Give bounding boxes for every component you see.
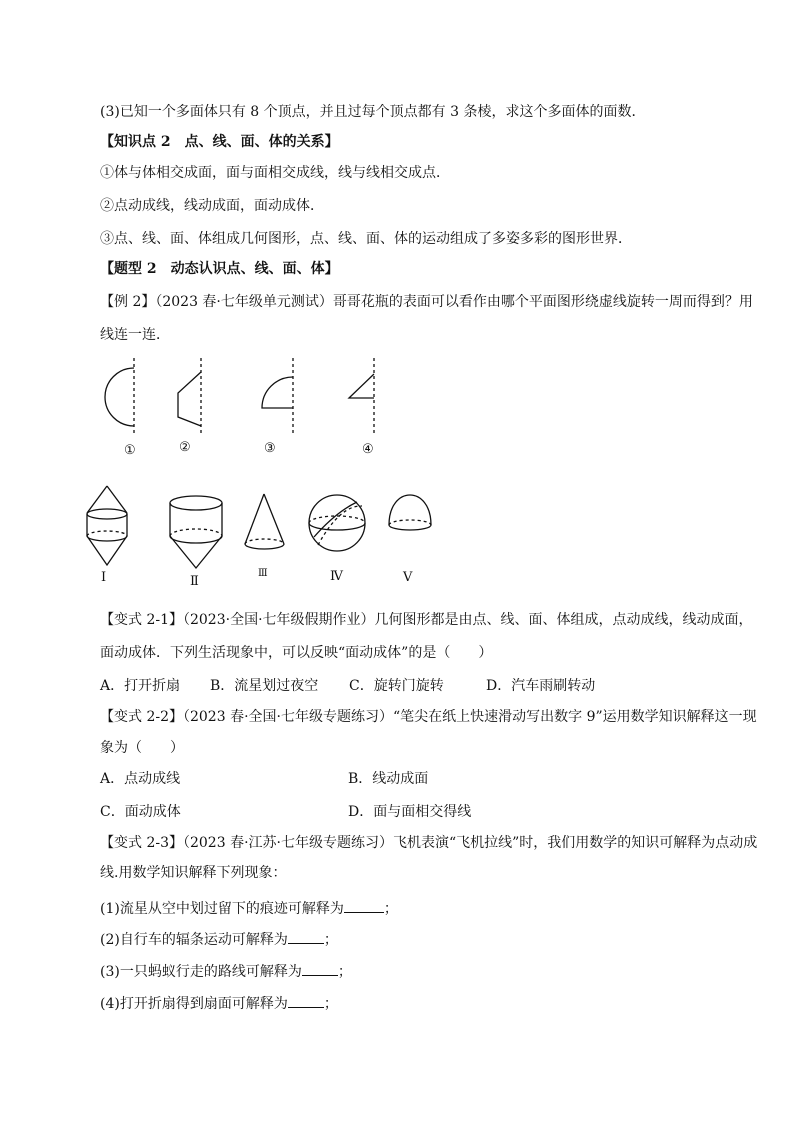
answer-blank-3[interactable] (302, 961, 338, 976)
variant-2-3-item-1 (100, 898, 398, 919)
solid-dome (389, 495, 431, 530)
shape-label-3: ③ (264, 441, 276, 456)
variant-2-2-option-a: A．点动成线 (100, 771, 181, 787)
item-3-end: ； (337, 964, 352, 980)
shape-label-4: ④ (362, 442, 374, 457)
shape-semicircle (105, 358, 134, 436)
answer-blank-1[interactable] (344, 898, 384, 913)
variant-2-3-line-2: 线.用数学知识解释下列现象： (100, 865, 287, 881)
variant-2-2-option-d: D．面与面相交得线 (348, 804, 472, 820)
knowledge-item-3: ③点、线、面、体组成几何图形，点、线、面、体的运动组成了多姿多彩的图形世界． (100, 231, 632, 247)
variant-2-1-option-c: C．旋转门旋转 (349, 678, 444, 694)
variant-2-3-line-1: 【变式 2-3】（2023 春·江苏·七年级专题练习）飞机表演“飞机拉线”时，我们用数学的知识可解释为点动成 (100, 835, 758, 851)
shape-label-1: ① (124, 443, 136, 458)
variant-2-3-item-3 (100, 961, 352, 982)
shape-right-triangle (349, 358, 374, 436)
variant-2-3-item-4 (100, 993, 338, 1014)
item-2-text: (2)自行车的辐条运动可解释为 (100, 932, 288, 948)
item-4-text: (4)打开折扇得到扇面可解释为 (100, 996, 288, 1012)
variant-2-2-option-b: B．线动成面 (348, 771, 429, 787)
solid-label-3: Ⅲ (258, 568, 268, 579)
solid-label-4: Ⅳ (330, 569, 343, 584)
item-4-end: ； (323, 996, 338, 1012)
knowledge-item-1: ①体与体相交成面，面与面相交成线，线与线相交成点． (100, 165, 450, 181)
variant-2-1-option-d: D．汽车雨刷转动 (486, 678, 596, 694)
item-1-end: ； (383, 901, 398, 917)
variant-2-3-item-2 (100, 929, 338, 950)
solid-label-5: Ⅴ (403, 570, 413, 585)
knowledge-item-2: ②点动成线，线动成面，面动成体． (100, 198, 324, 214)
variant-2-1-option-a: A．打开折扇 (100, 678, 181, 694)
example-2-line-2: 线连一连． (100, 327, 170, 343)
item-1-text: (1)流星从空中划过留下的痕迹可解释为 (100, 901, 344, 917)
item-3-text: (3)一只蚂蚁行走的路线可解释为 (100, 964, 302, 980)
solid-sphere (309, 495, 365, 551)
solid-cylinder-cone (170, 496, 222, 568)
variant-2-1-line-2: 面动成体．下列生活现象中，可以反映“面动成体”的是（ ） (100, 645, 493, 661)
item-2-end: ； (323, 932, 338, 948)
solid-double-cone-cylinder (87, 486, 127, 565)
type-2-heading: 【题型 2 动态认识点、线、面、体】 (100, 261, 339, 277)
variant-2-2-line-2: 象为（ ） (100, 740, 184, 756)
solid-cone (245, 494, 284, 549)
answer-blank-4[interactable] (288, 993, 324, 1008)
solid-label-2: Ⅱ (190, 574, 199, 589)
variant-2-1-line-1: 【变式 2-1】（2023·全国·七年级假期作业）几何图形都是由点、线、面、体组成，点动成线，线动成面， (100, 612, 753, 628)
solid-label-1: Ⅰ (101, 570, 107, 585)
variant-2-2-line-1: 【变式 2-2】（2023 春·全国·七年级专题练习）“笔尖在纸上快速滑动写出数字 9”运用数学知识解释这一现 (100, 709, 757, 725)
variant-2-2-option-c: C．面动成体 (100, 804, 181, 820)
shape-quarter-circle (262, 358, 293, 436)
question-3-text: (3)已知一个多面体只有 8 个顶点，并且过每个顶点都有 3 条棱，求这个多面体的面数． (100, 104, 646, 120)
shape-label-2: ② (179, 440, 191, 455)
example-2-line-1: 【例 2】（2023 春·七年级单元测试）哥哥花瓶的表面可以看作由哪个平面图形绕虚线旋转一周而得到？用 (100, 294, 753, 310)
answer-blank-2[interactable] (288, 929, 324, 944)
knowledge-point-2-heading: 【知识点 2 点、线、面、体的关系】 (100, 134, 339, 150)
shape-trapezoid (178, 358, 201, 436)
variant-2-1-option-b: B．流星划过夜空 (210, 678, 319, 694)
